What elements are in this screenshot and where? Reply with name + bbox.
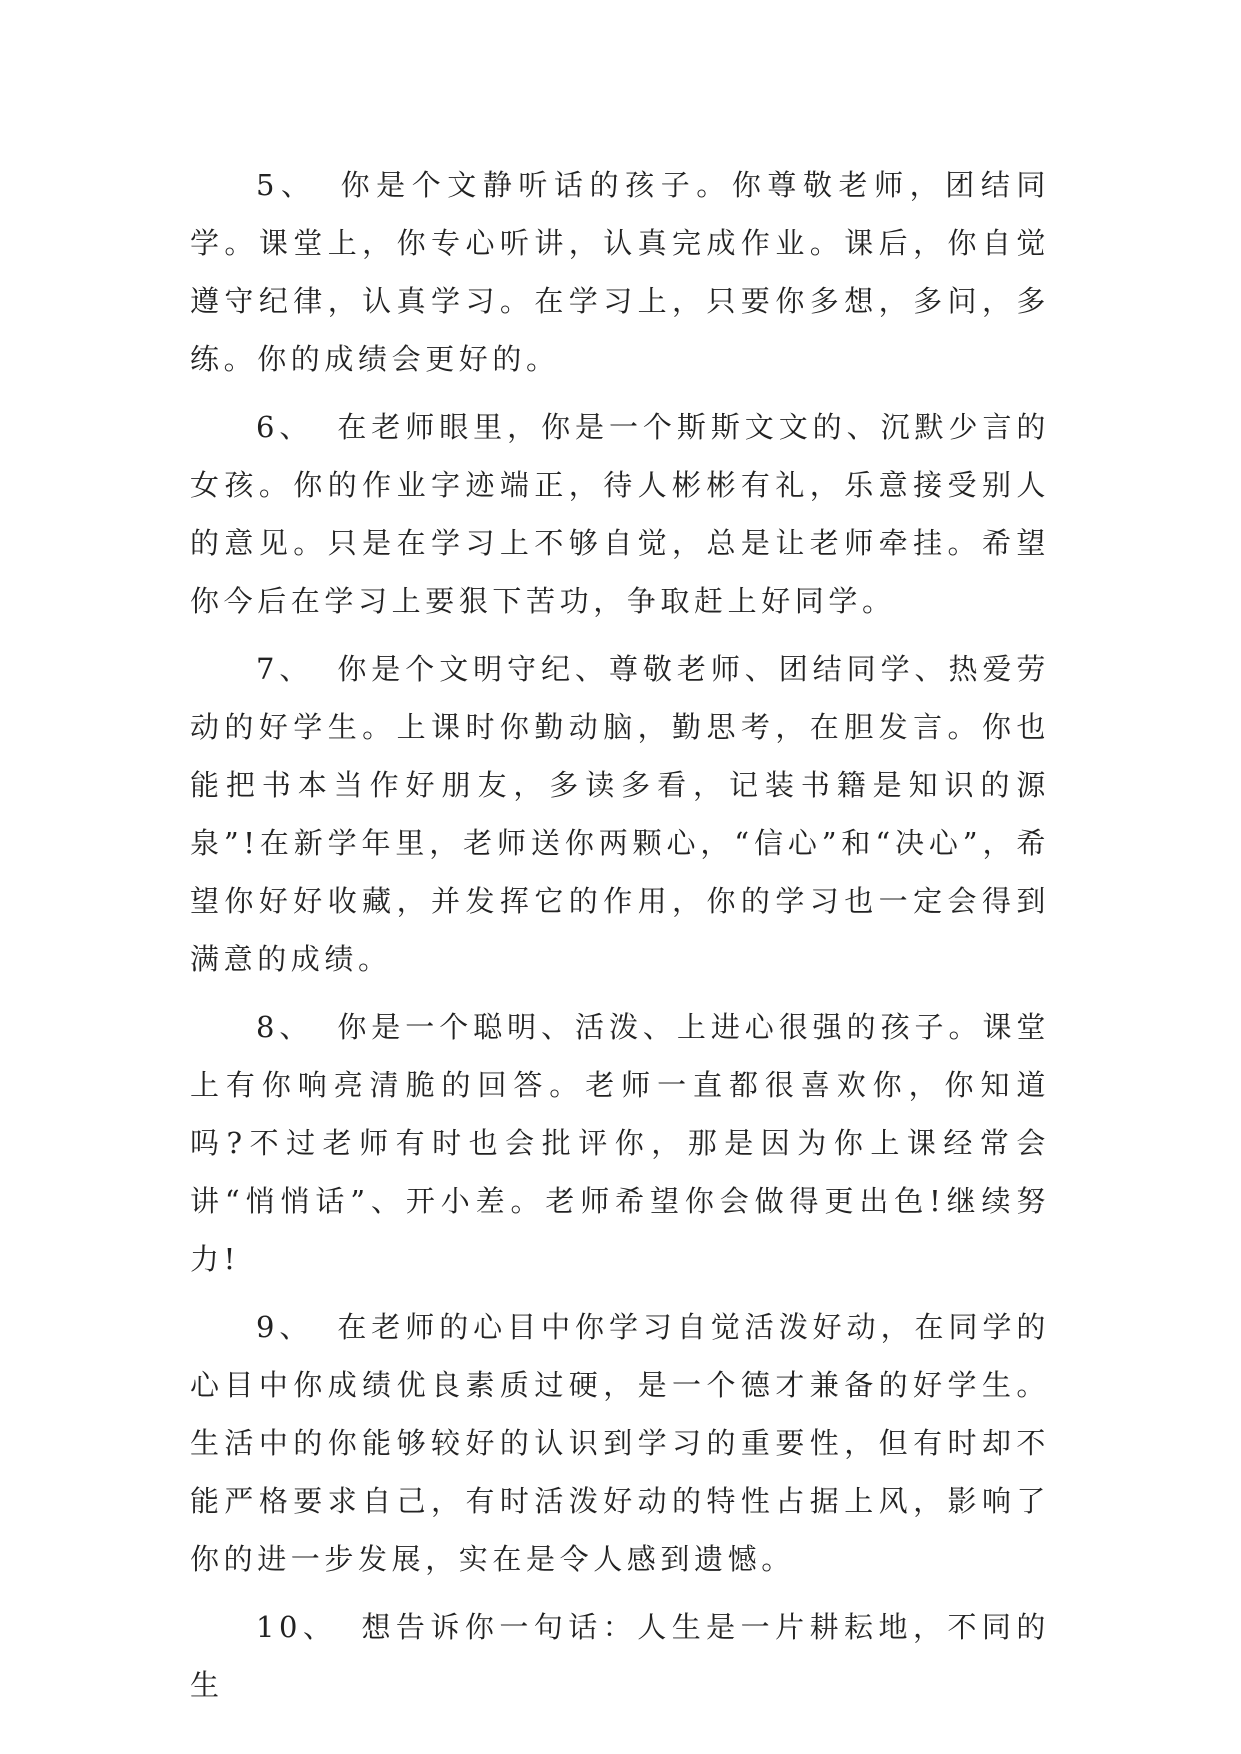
- paragraph-number: 10、: [256, 1610, 338, 1644]
- paragraph-text: 在老师眼里，你是一个斯斯文文的、沉默少言的女孩。你的作业字迹端正，待人彬彬有礼，乐意接受别人的意见。只是在学习上不够自觉，总是让老师牵挂。希望你今后在学习上要狠下苦功，争取赶上好同学。: [190, 410, 1050, 618]
- paragraph-7: [190, 640, 1050, 988]
- paragraph-5: [190, 156, 1050, 388]
- paragraph-text: 你是一个聪明、活泼、上进心很强的孩子。课堂上有你响亮清脆的回答。老师一直都很喜欢你，你知道吗?不过老师有时也会批评你，那是因为你上课经常会讲“悄悄话”、开小差。老师希望你会做得更出色!继续努力!: [190, 1010, 1050, 1276]
- paragraph-text: 你是个文静听话的孩子。你尊敬老师，团结同学。课堂上，你专心听讲，认真完成作业。课后，你自觉遵守纪律，认真学习。在学习上，只要你多想，多问，多练。你的成绩会更好的。: [190, 168, 1050, 376]
- paragraph-number: 9、: [256, 1310, 314, 1344]
- paragraph-10: [190, 1598, 1050, 1714]
- paragraph-9: [190, 1298, 1050, 1588]
- paragraph-number: 6、: [256, 410, 314, 444]
- paragraph-text: 想告诉你一句话：人生是一片耕耘地，不同的生: [190, 1610, 1050, 1702]
- paragraph-number: 5、: [256, 168, 317, 202]
- document-body: [190, 156, 1050, 1724]
- paragraph-number: 8、: [256, 1010, 314, 1044]
- paragraph-number: 7、: [256, 652, 314, 686]
- paragraph-text: 你是个文明守纪、尊敬老师、团结同学、热爱劳动的好学生。上课时你勤动脑，勤思考，在胆发言。你也能把书本当作好朋友，多读多看，记装书籍是知识的源泉”!在新学年里，老师送你两颗心，“信心”和“决心”，希望你好好收藏，并发挥它的作用，你的学习也一定会得到满意的成绩。: [190, 652, 1050, 976]
- paragraph-8: [190, 998, 1050, 1288]
- paragraph-text: 在老师的心目中你学习自觉活泼好动，在同学的心目中你成绩优良素质过硬，是一个德才兼备的好学生。生活中的你能够较好的认识到学习的重要性，但有时却不能严格要求自己，有时活泼好动的特性占据上风，影响了你的进一步发展，实在是令人感到遗憾。: [190, 1310, 1050, 1576]
- paragraph-6: [190, 398, 1050, 630]
